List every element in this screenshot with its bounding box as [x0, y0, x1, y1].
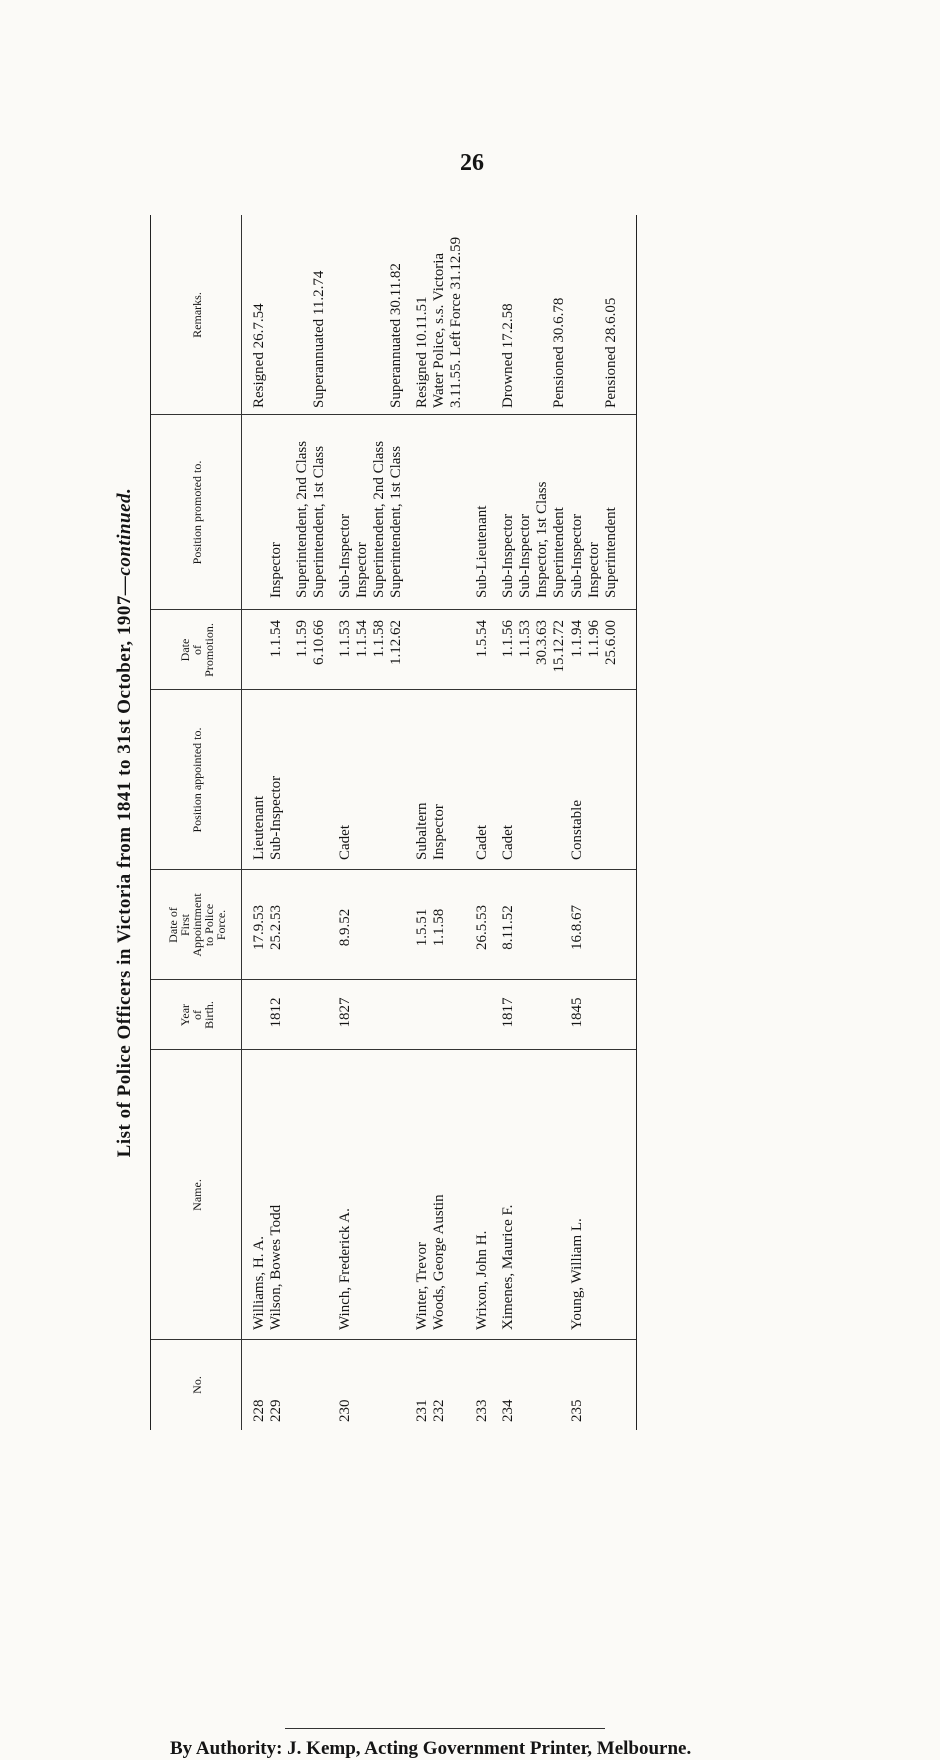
first-appointment-date: [311, 880, 328, 975]
officer-name: [388, 1095, 405, 1330]
promotion-date: 1.1.54: [268, 620, 284, 658]
table-row: [294, 215, 311, 1430]
position-promoted: Superintendent, 2nd Class: [294, 440, 310, 598]
promotion-date: 1.1.53: [337, 620, 353, 658]
table-row: [500, 215, 517, 1430]
first-appointment-date: [534, 880, 551, 975]
officer-name: [294, 1095, 311, 1330]
position-appointed: Inspector: [431, 804, 447, 860]
position-promoted: Superintendent, 2nd Class: [371, 440, 387, 598]
header-position-promoted: Position promoted to.: [190, 460, 204, 565]
first-appointment-date: 1.1.58: [431, 908, 447, 947]
officer-name: Woods, George Austin: [431, 1194, 447, 1330]
officer-name: [551, 1095, 568, 1330]
officer-number: [311, 1388, 328, 1422]
remarks: Resigned 26.7.54: [251, 303, 267, 408]
year-of-birth: [474, 985, 491, 1040]
officer-name: Ximenes, Maurice F.: [500, 1204, 516, 1330]
position-appointed: [354, 695, 371, 860]
year-of-birth: [294, 985, 311, 1040]
position-appointed: [586, 695, 603, 860]
remarks: Resigned 10.11.51: [414, 296, 430, 408]
year-of-birth: 1817: [500, 997, 516, 1028]
header-text: Promotion.: [202, 623, 216, 677]
position-appointed: [448, 695, 465, 860]
promotion-date: 1.1.96: [586, 620, 602, 658]
remarks: [354, 215, 371, 408]
page-title: [114, 215, 144, 1430]
promotion-date: 25.6.00: [603, 620, 619, 665]
position-appointed: [603, 695, 620, 860]
officer-number: 229: [268, 1399, 284, 1422]
header-remarks: Remarks.: [190, 292, 204, 338]
table-row: [551, 215, 568, 1430]
header-text: Birth.: [202, 1001, 216, 1029]
position-promoted: Sub-Lieutenant: [474, 505, 490, 598]
year-of-birth: [517, 985, 534, 1040]
header-no: No.: [190, 1376, 204, 1394]
table-row: [534, 215, 551, 1430]
remarks: Drowned 17.2.58: [500, 303, 516, 408]
position-promoted: Superintendent, 1st Class: [388, 445, 404, 598]
header-year-of-birth: [155, 980, 239, 1050]
header-text: Date of: [166, 907, 180, 943]
title-continued: —continued.: [114, 487, 135, 596]
header-text: Date: [178, 638, 192, 662]
position-promoted: [414, 420, 431, 598]
position-promoted: Superintendent, 1st Class: [311, 445, 327, 598]
footer-rule: [285, 1728, 605, 1729]
year-of-birth: [354, 985, 371, 1040]
header-text: Appointment: [190, 893, 204, 957]
first-appointment-date: 8.11.52: [500, 905, 516, 950]
promotion-date: [448, 620, 465, 695]
promotion-date: 1.1.53: [517, 620, 533, 658]
first-appointment-date: [551, 880, 568, 975]
year-of-birth: 1812: [268, 997, 284, 1028]
officer-number: 231: [414, 1399, 430, 1422]
officer-name: Wrixon, John H.: [474, 1230, 490, 1330]
table-row: [474, 215, 491, 1430]
officer-number: [603, 1388, 620, 1422]
table-row: [337, 215, 354, 1430]
position-promoted: Sub-Inspector: [517, 513, 533, 598]
year-of-birth: [414, 985, 431, 1040]
remarks: [569, 215, 586, 408]
promotion-date: 1.1.56: [500, 620, 516, 658]
position-promoted: Sub-Inspector: [500, 513, 516, 598]
promotion-date: 1.5.54: [474, 620, 490, 658]
rotated-table-region: [114, 215, 640, 1430]
remarks: [586, 215, 603, 408]
remarks: [474, 215, 491, 408]
promotion-date: [431, 620, 448, 695]
officer-number: 232: [431, 1399, 447, 1422]
first-appointment-date: 1.5.51: [414, 908, 430, 947]
position-promoted: [431, 420, 448, 598]
first-appointment-date: 17.9.53: [251, 905, 267, 950]
remarks: [337, 215, 354, 408]
table-row: [268, 215, 285, 1430]
year-of-birth: [371, 985, 388, 1040]
officer-name: [354, 1095, 371, 1330]
year-of-birth: [388, 985, 405, 1040]
promotion-date: 1.1.58: [371, 620, 387, 658]
position-appointed: [388, 695, 405, 860]
remarks: [268, 215, 285, 408]
position-promoted: Inspector: [586, 542, 602, 598]
position-promoted: Superintendent: [551, 507, 567, 598]
table-row: [448, 215, 465, 1430]
table-row: [431, 215, 448, 1430]
promotion-date: [414, 620, 431, 695]
table-row: [414, 215, 431, 1430]
position-appointed: Cadet: [337, 825, 353, 860]
page-number: 26: [460, 150, 484, 176]
officer-name: Young, William L.: [569, 1218, 585, 1330]
year-of-birth: [586, 985, 603, 1040]
position-promoted: Inspector: [354, 542, 370, 598]
officer-number: [354, 1388, 371, 1422]
title-main: List of Police Officers in Victoria from 1841 to 31st October, 1907: [114, 595, 135, 1158]
officer-number: [371, 1388, 388, 1422]
officer-number: 228: [251, 1399, 267, 1422]
officer-number: [551, 1388, 568, 1422]
position-appointed: [294, 695, 311, 860]
remarks: [294, 215, 311, 408]
remarks: Water Police, s.s. Victoria: [431, 252, 447, 408]
officer-number: 230: [337, 1399, 353, 1422]
first-appointment-date: [517, 880, 534, 975]
first-appointment-date: 26.5.53: [474, 905, 490, 950]
promotion-date: 1.1.54: [354, 620, 370, 658]
remarks: 3.11.55. Left Force 31.12.59: [448, 236, 464, 408]
first-appointment-date: [354, 880, 371, 975]
officer-name: Winch, Frederick A.: [337, 1208, 353, 1330]
promotion-date: 1.1.59: [294, 620, 310, 658]
position-appointed: Cadet: [500, 825, 516, 860]
header-name: Name.: [190, 1179, 204, 1211]
table-row: [603, 215, 620, 1430]
first-appointment-date: 16.8.67: [569, 905, 585, 950]
officer-name: Winter, Trevor: [414, 1242, 430, 1330]
position-appointed: [371, 695, 388, 860]
officer-number: [586, 1388, 603, 1422]
table-row: [388, 215, 405, 1430]
remarks: Superannuated 30.11.82: [388, 263, 404, 408]
year-of-birth: [534, 985, 551, 1040]
position-promoted: Sub-Inspector: [569, 513, 585, 598]
officer-name: Williams, H. A.: [251, 1236, 267, 1330]
table-row: [354, 215, 371, 1430]
position-promoted: [251, 420, 268, 598]
officer-number: 234: [500, 1399, 516, 1422]
position-appointed: [311, 695, 328, 860]
year-of-birth: [311, 985, 328, 1040]
header-text: First: [178, 914, 192, 937]
position-promoted: Inspector, 1st Class: [534, 481, 550, 598]
officer-name: [448, 1095, 465, 1330]
remarks: [371, 215, 388, 408]
table-row: [371, 215, 388, 1430]
position-appointed: Sub-Inspector: [268, 775, 284, 860]
table-row: [251, 215, 268, 1430]
position-appointed: Constable: [569, 800, 585, 860]
promotion-date: 30.3.63: [534, 620, 550, 665]
header-text: Year: [178, 1003, 192, 1027]
promotion-date: 15.12.72: [551, 620, 567, 673]
position-appointed: Cadet: [474, 825, 490, 860]
officer-number: 233: [474, 1399, 490, 1422]
officer-number: [448, 1388, 465, 1422]
officer-name: [534, 1095, 551, 1330]
first-appointment-date: 25.2.53: [268, 905, 284, 950]
officer-number: [388, 1388, 405, 1422]
header-text: to Police: [202, 903, 216, 947]
remarks: Superannuated 11.2.74: [311, 270, 327, 408]
officers-table: [150, 215, 637, 1430]
officer-name: Wilson, Bowes Todd: [268, 1204, 284, 1330]
position-appointed: [534, 695, 551, 860]
year-of-birth: [551, 985, 568, 1040]
first-appointment-date: [603, 880, 620, 975]
first-appointment-date: 8.9.52: [337, 908, 353, 947]
promotion-date: 6.10.66: [311, 620, 327, 665]
year-of-birth: 1845: [569, 997, 585, 1028]
remarks: Pensioned 30.6.78: [551, 297, 567, 408]
table-row: [569, 215, 586, 1430]
officer-name: [371, 1095, 388, 1330]
position-promoted: [448, 420, 465, 598]
officer-number: 235: [569, 1399, 585, 1422]
year-of-birth: [448, 985, 465, 1040]
position-promoted: Inspector: [268, 542, 284, 598]
header-position-appointed: Position appointed to.: [190, 727, 204, 833]
promotion-date: 1.12.62: [388, 620, 404, 665]
year-of-birth: [251, 985, 268, 1040]
remarks: [517, 215, 534, 408]
header-text: of: [190, 645, 204, 655]
promotion-date: 1.1.94: [569, 620, 585, 658]
first-appointment-date: [586, 880, 603, 975]
remarks: Pensioned 28.6.05: [603, 297, 619, 408]
promotion-date: [251, 620, 268, 695]
header-text: of: [190, 1010, 204, 1020]
first-appointment-date: [294, 880, 311, 975]
header-text: Force.: [214, 909, 228, 941]
officer-name: [603, 1095, 620, 1330]
officer-name: [311, 1095, 328, 1330]
position-appointed: [551, 695, 568, 860]
table-row: [586, 215, 603, 1430]
year-of-birth: [431, 985, 448, 1040]
table-row: [517, 215, 534, 1430]
officer-name: [517, 1095, 534, 1330]
header-rule: [241, 215, 242, 1430]
year-of-birth: 1827: [337, 997, 353, 1028]
remarks: [534, 215, 551, 408]
position-appointed: Lieutenant: [251, 795, 267, 860]
header-date-of-promotion: [155, 610, 239, 690]
officer-number: [534, 1388, 551, 1422]
first-appointment-date: [388, 880, 405, 975]
first-appointment-date: [448, 880, 465, 975]
officer-number: [294, 1388, 311, 1422]
position-promoted: Sub-Inspector: [337, 513, 353, 598]
printer-credit: By Authority: J. Kemp, Acting Government Printer, Melbourne.: [170, 1738, 692, 1759]
position-appointed: [517, 695, 534, 860]
officer-number: [517, 1388, 534, 1422]
table-row: [311, 215, 328, 1430]
position-promoted: Superintendent: [603, 507, 619, 598]
year-of-birth: [603, 985, 620, 1040]
officer-name: [586, 1095, 603, 1330]
first-appointment-date: [371, 880, 388, 975]
header-first-appointment: [155, 870, 239, 980]
position-appointed: Subaltern: [414, 802, 430, 860]
